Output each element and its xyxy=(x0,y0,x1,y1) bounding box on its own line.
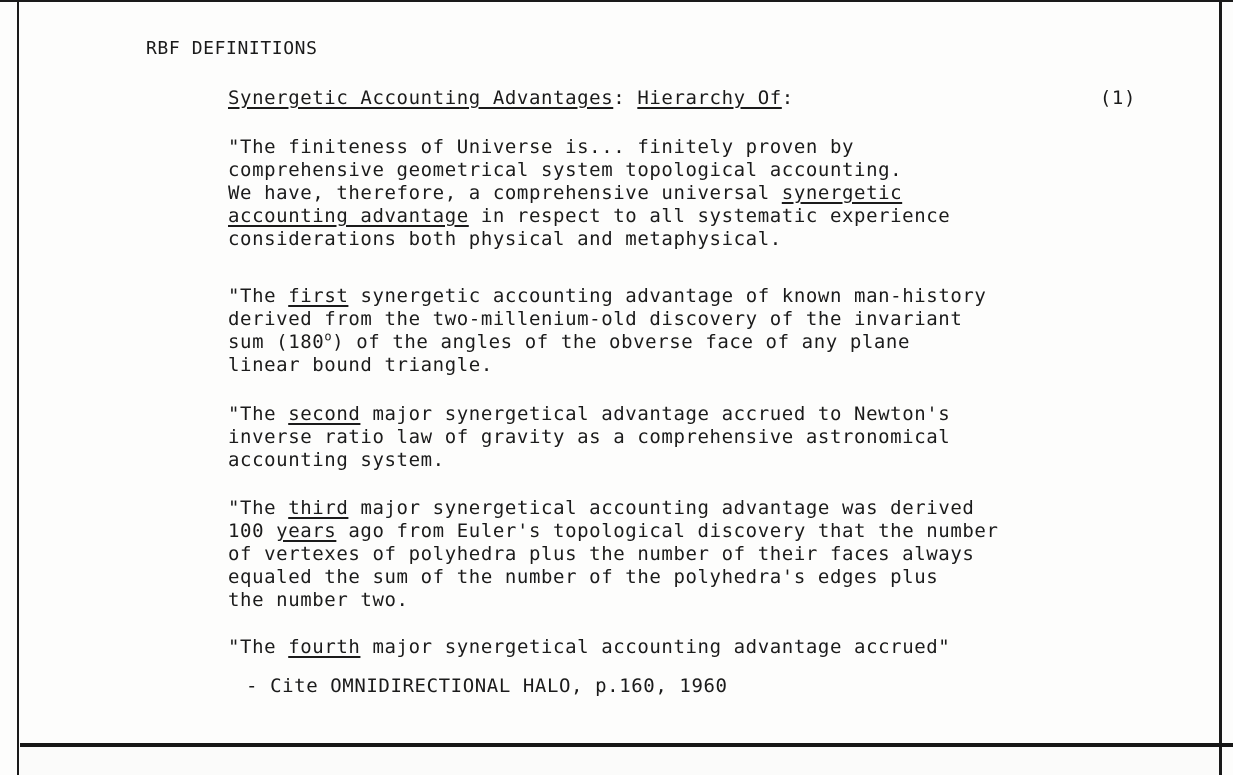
text-segment: major synergetical advantage accrued to Newton's xyxy=(360,403,951,425)
text-segment: "The xyxy=(228,285,289,307)
quote-paragraph-4 xyxy=(228,497,999,612)
text-line xyxy=(228,205,950,228)
text-line: derived from the two-millenium-old discovery of the invariant xyxy=(228,308,963,330)
text-segment: sum (180 xyxy=(228,331,325,353)
page-number: (1) xyxy=(1099,87,1136,109)
text-line: "The finiteness of Universe is... finitely proven by xyxy=(228,136,855,158)
underlined-term: first xyxy=(288,285,349,307)
entry-title xyxy=(228,87,1136,110)
text-segment: ) of the angles of the obverse face of any plane xyxy=(332,331,911,353)
text-segment: synergetic accounting advantage of known man-history xyxy=(348,285,987,307)
text-line: comprehensive geometrical system topological accounting. xyxy=(228,159,903,181)
text-segment: 100 xyxy=(228,520,277,542)
text-segment: major synergetical accounting advantage accrued" xyxy=(360,636,951,658)
underlined-term: third xyxy=(288,497,349,519)
title-separator-2: : xyxy=(781,87,794,109)
underlined-term: fourth xyxy=(288,636,361,658)
quote-paragraph-1 xyxy=(228,136,950,251)
card-right-border xyxy=(1219,0,1222,775)
text-line xyxy=(228,182,950,205)
text-line xyxy=(228,285,986,308)
text-line: considerations both physical and metaphysical. xyxy=(228,228,782,250)
underlined-term: second xyxy=(288,403,361,425)
text-line: accounting system. xyxy=(228,449,445,471)
text-line xyxy=(228,497,999,520)
card-left-border xyxy=(17,0,19,775)
card-top-border xyxy=(0,0,1233,2)
citation: - Cite OMNIDIRECTIONAL HALO, p.160, 1960 xyxy=(246,675,728,697)
underlined-term: accounting advantage xyxy=(228,205,469,227)
title-separator: : xyxy=(613,87,638,109)
underlined-term: years xyxy=(276,520,337,542)
text-segment: "The xyxy=(228,636,289,658)
card-header: RBF DEFINITIONS xyxy=(146,38,318,59)
text-segment: We have, therefore, a comprehensive universal xyxy=(228,182,782,204)
entry-subterm: Hierarchy Of xyxy=(637,87,782,109)
quote-paragraph-2 xyxy=(228,285,986,377)
text-line: linear bound triangle. xyxy=(228,354,493,376)
underlined-term: synergetic xyxy=(781,182,903,204)
text-line xyxy=(228,331,986,354)
text-line: the number two. xyxy=(228,589,409,611)
text-line: of vertexes of polyhedra plus the number of their faces always xyxy=(228,543,975,565)
quote-paragraph-3 xyxy=(228,403,950,472)
text-segment: in respect to all systematic experience xyxy=(468,205,951,227)
entry-term: Synergetic Accounting Advantages xyxy=(228,87,614,109)
text-line xyxy=(228,403,950,426)
text-segment: "The xyxy=(228,497,289,519)
text-line xyxy=(228,636,950,659)
text-segment: ago from Euler's topological discovery that the number xyxy=(336,520,999,542)
text-line: equaled the sum of the number of the polyhedra's edges plus xyxy=(228,566,939,588)
text-segment: major synergetical accounting advantage was derived xyxy=(348,497,975,519)
text-segment: "The xyxy=(228,403,289,425)
degree-superscript: o xyxy=(324,329,333,344)
text-line xyxy=(228,520,999,543)
next-card-strip xyxy=(20,747,1219,775)
text-line: inverse ratio law of gravity as a comprehensive astronomical xyxy=(228,426,951,448)
quote-paragraph-5 xyxy=(228,636,950,659)
